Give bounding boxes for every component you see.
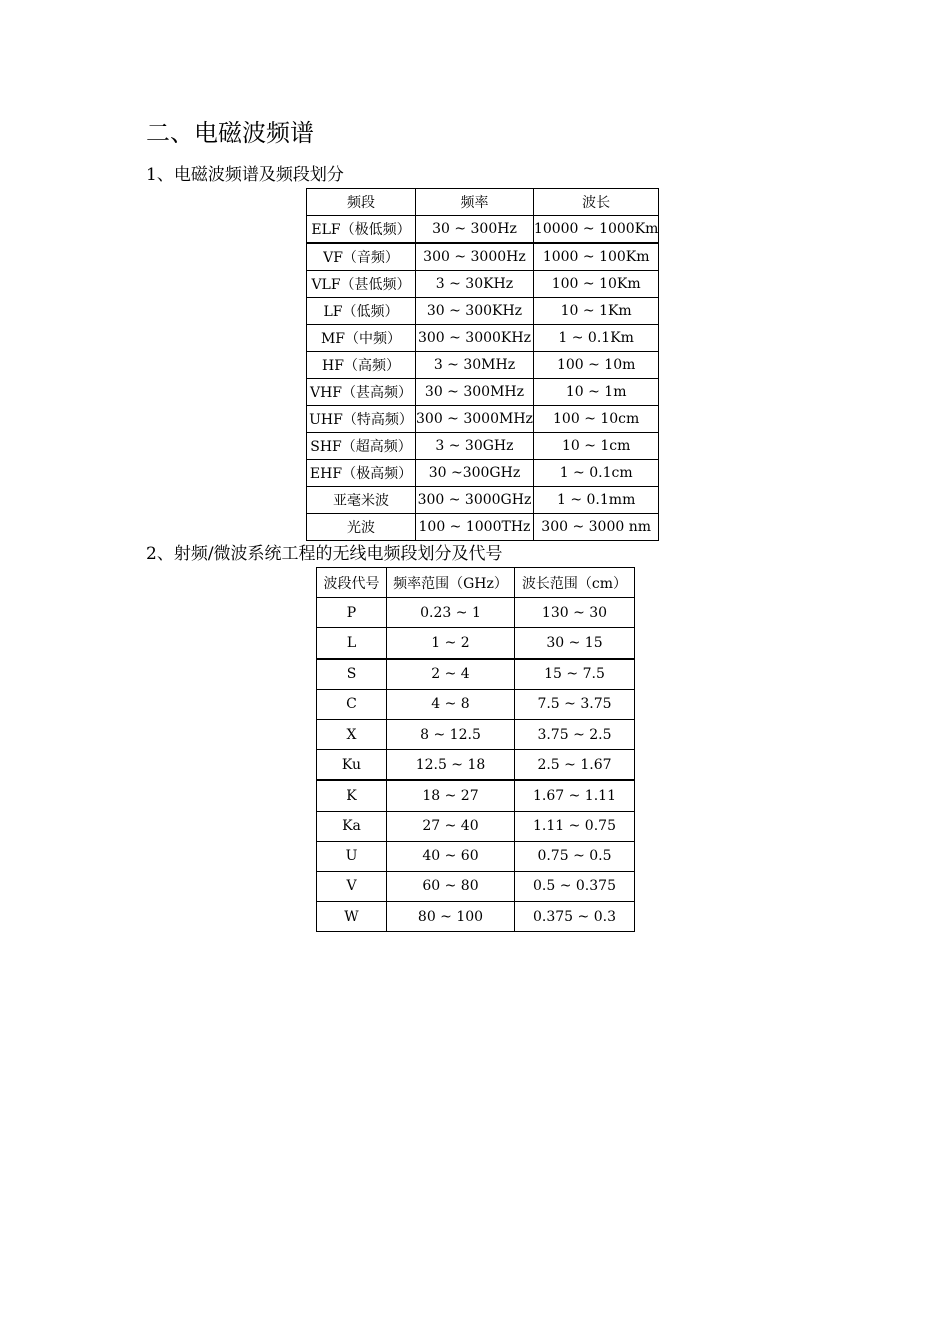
wavelength-cell: 100 ~ 10cm — [533, 406, 659, 433]
band-code-cell: L — [317, 628, 387, 659]
frequency-band-table — [306, 188, 659, 541]
wavelength-range-cell: 0.5 ~ 0.375 — [515, 871, 635, 901]
frequency-range-cell: 27 ~ 40 — [387, 811, 515, 841]
frequency-cell: 300 ~ 3000Hz — [416, 243, 534, 271]
table-row — [307, 433, 659, 460]
frequency-range-cell: 60 ~ 80 — [387, 871, 515, 901]
band-cell: EHF（极高频） — [307, 460, 416, 487]
wavelength-range-cell: 30 ~ 15 — [515, 628, 635, 659]
wavelength-range-cell: 0.75 ~ 0.5 — [515, 841, 635, 871]
band-cell: VF（音频） — [307, 243, 416, 271]
wavelength-cell: 1000 ~ 100Km — [533, 243, 659, 271]
wavelength-range-cell: 3.75 ~ 2.5 — [515, 719, 635, 749]
header-cell: 波长范围（cm） — [515, 568, 635, 598]
band-cell: VLF（甚低频） — [307, 271, 416, 298]
table-row — [317, 811, 635, 841]
frequency-range-cell: 40 ~ 60 — [387, 841, 515, 871]
wavelength-cell: 1 ~ 0.1cm — [533, 460, 659, 487]
frequency-cell: 100 ~ 1000THz — [416, 514, 534, 541]
frequency-range-cell: 80 ~ 100 — [387, 902, 515, 932]
table-row — [317, 628, 635, 659]
table-row — [317, 659, 635, 690]
wavelength-cell: 10 ~ 1cm — [533, 433, 659, 460]
band-cell: 亚毫米波 — [307, 487, 416, 514]
frequency-cell: 30 ~ 300Hz — [416, 216, 534, 244]
band-code-cell: K — [317, 780, 387, 811]
table-row — [317, 780, 635, 811]
band-code-cell: U — [317, 841, 387, 871]
table-row — [307, 243, 659, 271]
wavelength-cell: 1 ~ 0.1mm — [533, 487, 659, 514]
frequency-cell: 30 ~ 300KHz — [416, 298, 534, 325]
band-cell: MF（中频） — [307, 325, 416, 352]
band-cell: LF（低频） — [307, 298, 416, 325]
frequency-range-cell: 0.23 ~ 1 — [387, 598, 515, 628]
frequency-cell: 30 ~ 300MHz — [416, 379, 534, 406]
band-code-cell: X — [317, 719, 387, 749]
band-cell: ELF（极低频） — [307, 216, 416, 244]
band-code-cell: Ka — [317, 811, 387, 841]
table-row — [307, 514, 659, 541]
wavelength-range-cell: 7.5 ~ 3.75 — [515, 689, 635, 719]
band-cell: VHF（甚高频） — [307, 379, 416, 406]
wavelength-cell: 10 ~ 1m — [533, 379, 659, 406]
table-row — [317, 750, 635, 781]
frequency-cell: 3 ~ 30KHz — [416, 271, 534, 298]
table-row — [317, 841, 635, 871]
table-row — [317, 719, 635, 749]
band-code-cell: C — [317, 689, 387, 719]
table-row — [317, 902, 635, 932]
wavelength-range-cell: 15 ~ 7.5 — [515, 659, 635, 690]
frequency-range-cell: 12.5 ~ 18 — [387, 750, 515, 781]
wavelength-cell: 300 ~ 3000 nm — [533, 514, 659, 541]
table1-title: 1、电磁波频谱及频段划分 — [146, 165, 344, 185]
band-cell: HF（高频） — [307, 352, 416, 379]
section-title: 二、电磁波频谱 — [146, 119, 314, 147]
wavelength-range-cell: 0.375 ~ 0.3 — [515, 902, 635, 932]
header-cell: 波长 — [533, 189, 659, 216]
band-code-cell: P — [317, 598, 387, 628]
header-cell: 频段 — [307, 189, 416, 216]
table-row — [307, 406, 659, 433]
header-cell: 频率范围（GHz） — [387, 568, 515, 598]
table-header-row — [317, 568, 635, 598]
header-cell: 波段代号 — [317, 568, 387, 598]
band-code-cell: W — [317, 902, 387, 932]
table2-title: 2、射频/微波系统工程的无线电频段划分及代号 — [146, 544, 503, 564]
frequency-cell: 300 ~ 3000GHz — [416, 487, 534, 514]
wavelength-cell: 10 ~ 1Km — [533, 298, 659, 325]
table-row — [307, 325, 659, 352]
frequency-range-cell: 18 ~ 27 — [387, 780, 515, 811]
table-row — [317, 689, 635, 719]
table-row — [307, 487, 659, 514]
frequency-cell: 30 ~300GHz — [416, 460, 534, 487]
table-row — [307, 216, 659, 244]
microwave-band-table — [316, 567, 635, 932]
frequency-range-cell: 8 ~ 12.5 — [387, 719, 515, 749]
band-cell: 光波 — [307, 514, 416, 541]
band-cell: UHF（特高频） — [307, 406, 416, 433]
frequency-cell: 3 ~ 30GHz — [416, 433, 534, 460]
wavelength-cell: 100 ~ 10Km — [533, 271, 659, 298]
frequency-cell: 3 ~ 30MHz — [416, 352, 534, 379]
wavelength-range-cell: 2.5 ~ 1.67 — [515, 750, 635, 781]
wavelength-range-cell: 1.11 ~ 0.75 — [515, 811, 635, 841]
frequency-cell: 300 ~ 3000MHz — [416, 406, 534, 433]
wavelength-range-cell: 1.67 ~ 1.11 — [515, 780, 635, 811]
band-code-cell: Ku — [317, 750, 387, 781]
frequency-range-cell: 1 ~ 2 — [387, 628, 515, 659]
wavelength-cell: 10000 ~ 1000Km — [533, 216, 659, 244]
band-cell: SHF（超高频） — [307, 433, 416, 460]
wavelength-cell: 100 ~ 10m — [533, 352, 659, 379]
table-header-row — [307, 189, 659, 216]
table-row — [307, 460, 659, 487]
frequency-range-cell: 4 ~ 8 — [387, 689, 515, 719]
wavelength-cell: 1 ~ 0.1Km — [533, 325, 659, 352]
table-row — [307, 298, 659, 325]
table-row — [307, 379, 659, 406]
frequency-range-cell: 2 ~ 4 — [387, 659, 515, 690]
header-cell: 频率 — [416, 189, 534, 216]
frequency-cell: 300 ~ 3000KHz — [416, 325, 534, 352]
band-code-cell: S — [317, 659, 387, 690]
table-row — [317, 598, 635, 628]
band-code-cell: V — [317, 871, 387, 901]
table-row — [307, 352, 659, 379]
table-row — [307, 271, 659, 298]
table-row — [317, 871, 635, 901]
wavelength-range-cell: 130 ~ 30 — [515, 598, 635, 628]
